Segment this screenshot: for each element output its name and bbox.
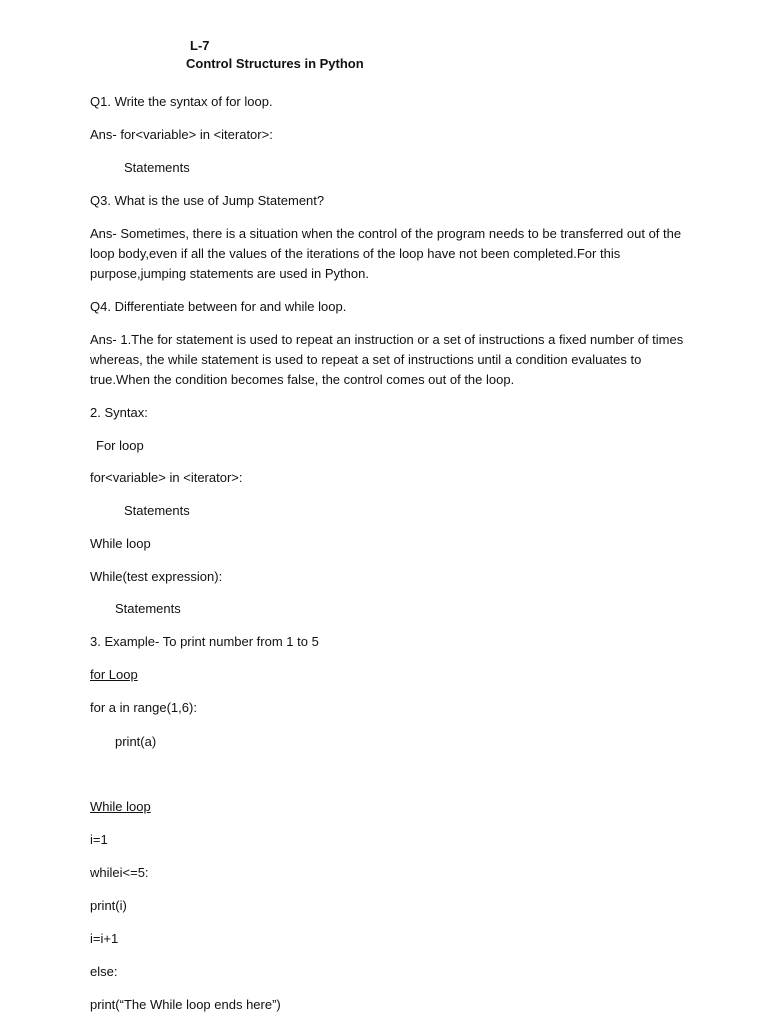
q1-answer: Ans- for<variable> in <iterator>: [90,127,273,142]
while-example-code-line: i=1 [90,832,108,847]
for-statements: Statements [124,503,190,518]
for-example-code-line: print(a) [115,734,157,749]
for-example-code-line: for a in range(1,6): [90,700,197,715]
while-example-code-line: whilei<=5: [90,865,149,880]
while-example-heading: While loop [90,799,151,814]
syntax-heading: 2. Syntax: [90,405,148,420]
q3-answer-line: purpose,jumping statements are used in Python. [90,266,369,281]
for-example-heading: for Loop [90,667,138,682]
q3-answer-line: loop body,even if all the values of the iterations of the loop have not been completed.For this [90,246,621,261]
q3-answer [90,224,690,284]
q4-answer-line: true.When the condition becomes false, the control comes out of the loop. [90,372,515,387]
while-example-code-line: else: [90,964,118,979]
q4-answer-line: Ans- 1.The for statement is used to repeat an instruction or a set of instructions a fixed number of times [90,332,684,347]
q1-question: Q1. Write the syntax of for loop. [90,94,273,109]
q4-answer-line: whereas, the while statement is used to repeat a set of instructions until a condition evaluates to [90,352,642,367]
while-example-code-line: print(“The While loop ends here”) [90,997,281,1012]
q3-answer-line: Ans- Sometimes, there is a situation when the control of the program needs to be transferred out of the [90,226,682,241]
lesson-number: L-7 [190,38,210,53]
page-title: Control Structures in Python [186,56,364,71]
while-syntax: While(test expression): [90,569,223,584]
q3-question: Q3. What is the use of Jump Statement? [90,193,325,208]
for-syntax: for<variable> in <iterator>: [90,470,243,485]
while-example-code-line: i=i+1 [90,931,119,946]
example-heading: 3. Example- To print number from 1 to 5 [90,634,319,649]
while-statements: Statements [115,601,181,616]
for-loop-label: For loop [96,438,144,453]
while-loop-label: While loop [90,536,151,551]
q4-answer [90,330,690,390]
q4-question: Q4. Differentiate between for and while loop. [90,299,347,314]
q1-statements: Statements [124,160,190,175]
while-example-code-line: print(i) [90,898,127,913]
